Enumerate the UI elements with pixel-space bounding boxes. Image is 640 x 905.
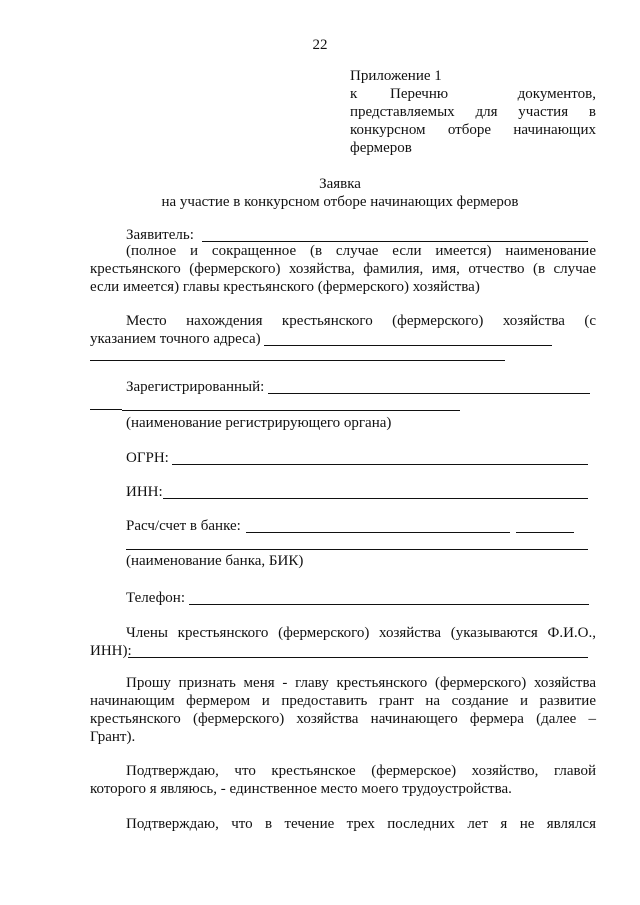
members-line1: Члены крестьянского (фермерского) хозяйства (указываются Ф.И.О., — [126, 625, 596, 641]
ogrn-label: ОГРН: — [126, 450, 169, 466]
appendix-line2: представляемых для участия в — [350, 104, 596, 120]
confirm2-line1: Подтверждаю, что в течение трех последних лет я не являлся — [126, 816, 596, 832]
location-line2: указанием точного адреса) — [90, 331, 261, 347]
request-line3: крестьянского (фермерского) хозяйства начинающего фермера (далее – — [90, 711, 596, 727]
confirm1-line1: Подтверждаю, что крестьянское (фермерское) хозяйство, главой — [126, 763, 596, 779]
applicant-note-line1: (полное и сокращенное (в случае если имеется) наименование — [126, 243, 596, 259]
ogrn-fill-line — [172, 464, 588, 465]
request-line1: Прошу признать меня - главу крестьянского (фермерского) хозяйства — [126, 675, 596, 691]
registered-note: (наименование регистрирующего органа) — [126, 415, 392, 431]
bank-note: (наименование банка, БИК) — [126, 553, 304, 569]
applicant-note-line2: крестьянского (фермерского) хозяйства, фамилия, имя, отчество (в случае — [90, 261, 596, 277]
bank-label: Расч/счет в банке: — [126, 518, 241, 534]
appendix-title: Приложение 1 — [350, 68, 442, 84]
appendix-line1: Перечню документов, — [390, 86, 596, 102]
phone-label: Телефон: — [126, 590, 185, 606]
page-number: 22 — [312, 37, 328, 53]
inn-fill-line — [163, 498, 588, 499]
applicant-label: Заявитель: — [126, 227, 194, 243]
document-subtitle: на участие в конкурсном отборе начинающих фермеров — [161, 194, 519, 210]
bank-fill-line-1b — [516, 532, 574, 533]
appendix-line4: фермеров — [350, 140, 412, 156]
registered-fill-line-1 — [268, 393, 590, 394]
location-line1: Место нахождения крестьянского (фермерского) хозяйства (с — [126, 313, 596, 329]
appendix-line3: конкурсном отборе начинающих — [350, 122, 596, 138]
document-title: Заявка — [319, 176, 361, 192]
members-fill-line — [128, 657, 588, 658]
request-line4: Грант). — [90, 729, 136, 745]
phone-fill-line — [189, 604, 589, 605]
registered-label: Зарегистрированный: — [126, 379, 265, 395]
bank-fill-line-2 — [126, 549, 588, 550]
members-line2: ИНН): — [90, 643, 132, 659]
request-line2: начинающим фермером и предоставить грант на создание и развитие — [90, 693, 596, 709]
appendix-k: к — [350, 86, 358, 102]
registered-fill-line-2a — [90, 409, 122, 410]
bank-fill-line-1a — [246, 532, 510, 533]
location-fill-line-2 — [90, 360, 505, 361]
location-fill-line-1 — [264, 345, 552, 346]
applicant-note-line3: если имеется) главы крестьянского (фермерского) хозяйства) — [90, 279, 480, 295]
inn-label: ИНН: — [126, 484, 163, 500]
confirm1-line2: которого я являюсь, - единственное место моего трудоустройства. — [90, 781, 512, 797]
registered-fill-line-2b — [122, 410, 460, 411]
